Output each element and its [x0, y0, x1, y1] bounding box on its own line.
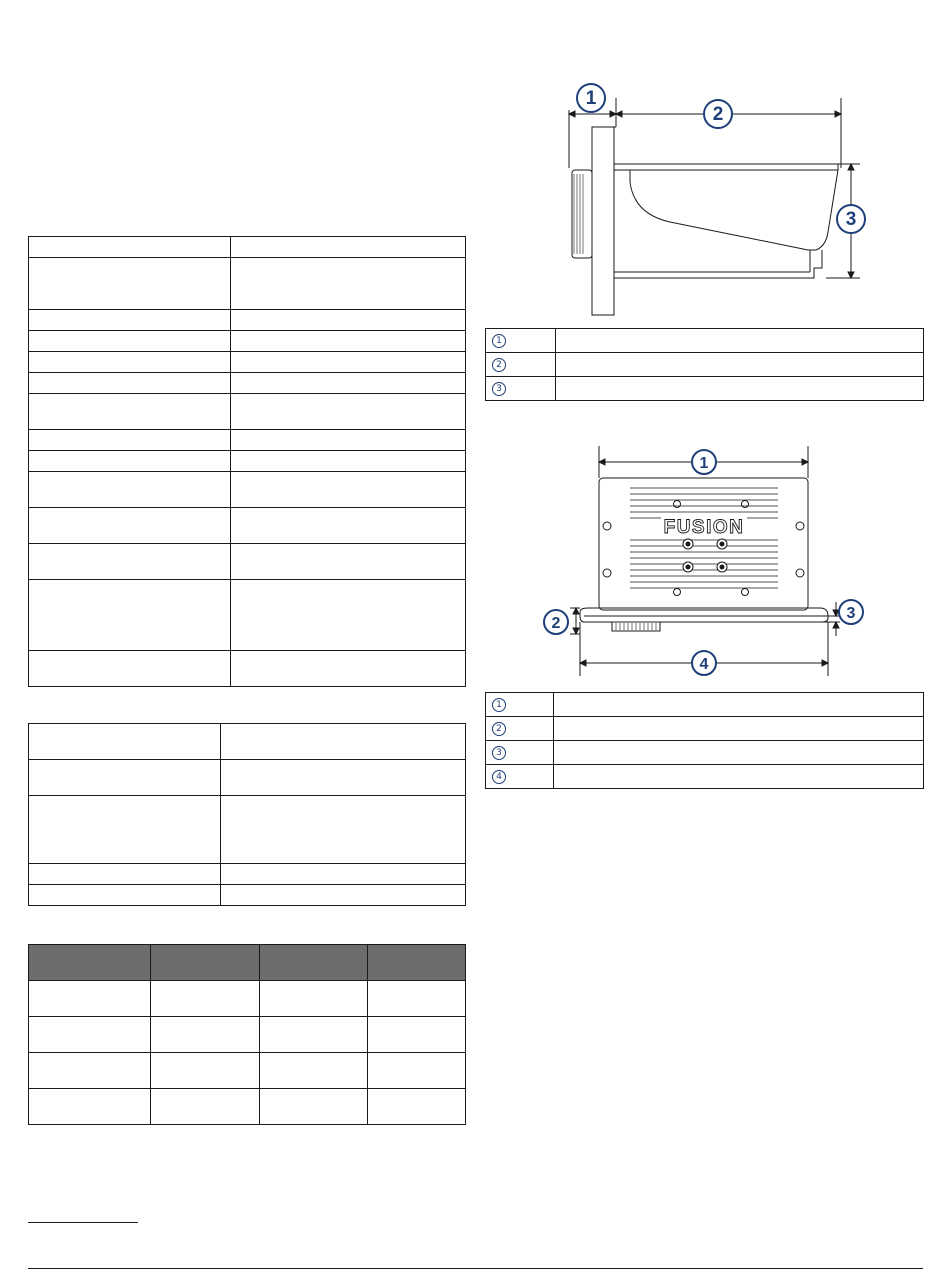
- callout-marker: 3: [492, 746, 506, 760]
- legend-value-cell: [554, 693, 924, 717]
- table-cell: [29, 258, 231, 310]
- table-row: [29, 1017, 466, 1053]
- table-row: [29, 760, 466, 796]
- table-cell: [231, 310, 466, 331]
- table-header-cell: [151, 945, 260, 981]
- table-cell: [29, 760, 221, 796]
- side-view-drawing: [560, 82, 870, 320]
- legend-marker-cell: [486, 353, 556, 377]
- page-footer-rule: [28, 1268, 923, 1269]
- side-view-legend: [485, 328, 924, 401]
- table-cell: [231, 331, 466, 352]
- table-cell: [231, 394, 466, 430]
- table-cell: [221, 864, 466, 885]
- table-row: [29, 864, 466, 885]
- legend-marker-cell: [486, 329, 556, 353]
- legend-marker-cell: [486, 377, 556, 401]
- table-row: [29, 1053, 466, 1089]
- table-cell: [29, 1089, 151, 1125]
- table-cell: [368, 981, 466, 1017]
- table-row: [29, 331, 466, 352]
- table-cell: [29, 1017, 151, 1053]
- table-cell: [29, 544, 231, 580]
- table-cell: [29, 394, 231, 430]
- callout-marker: 2: [492, 722, 506, 736]
- table-row: [29, 237, 466, 258]
- legend-marker-cell: [486, 741, 554, 765]
- legend-value-cell: [554, 717, 924, 741]
- table-cell: [29, 237, 231, 258]
- table-row: [29, 1089, 466, 1125]
- table-row: [29, 508, 466, 544]
- table-cell: [29, 331, 231, 352]
- table-row: [29, 258, 466, 310]
- table-cell: [231, 472, 466, 508]
- spec-table-general: [28, 236, 466, 687]
- callout-3-front: [839, 600, 863, 624]
- table-row: [29, 981, 466, 1017]
- legend-row: [486, 353, 924, 377]
- table-cell: [29, 373, 231, 394]
- front-view-drawing: [540, 440, 870, 680]
- callout-label: 1: [699, 455, 709, 472]
- callout-label: 2: [712, 104, 724, 125]
- table-cell: [260, 981, 368, 1017]
- callout-marker: 3: [492, 382, 506, 396]
- table-cell: [231, 508, 466, 544]
- table-header-cell: [368, 945, 466, 981]
- table-cell: [29, 430, 231, 451]
- table-row: [29, 885, 466, 906]
- table-row: [29, 352, 466, 373]
- table-cell: [221, 885, 466, 906]
- table-cell: [260, 1089, 368, 1125]
- table-cell: [231, 373, 466, 394]
- table-cell: [29, 864, 221, 885]
- table-cell: [231, 451, 466, 472]
- table-cell: [368, 1017, 466, 1053]
- callout-label: 1: [585, 88, 597, 109]
- table-header-cell: [260, 945, 368, 981]
- table-cell: [221, 796, 466, 864]
- table-cell: [29, 352, 231, 373]
- fusion-logo: FUSION: [663, 517, 745, 538]
- callout-1-front: [692, 450, 716, 474]
- table-cell: [29, 580, 231, 651]
- legend-row: [486, 693, 924, 717]
- callout-label: 3: [846, 605, 856, 622]
- callout-2-side: [704, 100, 732, 128]
- table-row: [29, 430, 466, 451]
- table-row: [29, 651, 466, 687]
- table-row: [29, 796, 466, 864]
- table-header-row: [29, 945, 466, 981]
- table-cell: [29, 885, 221, 906]
- legend-row: [486, 765, 924, 789]
- table-cell: [231, 237, 466, 258]
- legend-row: [486, 377, 924, 401]
- table-cell: [231, 580, 466, 651]
- callout-marker: 1: [492, 698, 506, 712]
- table-cell: [260, 1053, 368, 1089]
- table-cell: [29, 472, 231, 508]
- table-cell: [151, 1053, 260, 1089]
- spec-table-output: [28, 944, 466, 1125]
- legend-row: [486, 329, 924, 353]
- callout-1-side: [577, 84, 605, 112]
- table-cell: [368, 1053, 466, 1089]
- table-row: [29, 580, 466, 651]
- table-cell: [151, 981, 260, 1017]
- table-row: [29, 394, 466, 430]
- callout-marker: 1: [492, 334, 506, 348]
- table-cell: [29, 651, 231, 687]
- front-view-legend: [485, 692, 924, 789]
- spec-table-electrical: [28, 723, 466, 906]
- legend-value-cell: [554, 765, 924, 789]
- table-cell: [221, 760, 466, 796]
- legend-value-cell: [556, 329, 924, 353]
- legend-value-cell: [554, 741, 924, 765]
- callout-label: 2: [551, 615, 561, 632]
- legend-row: [486, 717, 924, 741]
- table-cell: [260, 1017, 368, 1053]
- table-cell: [231, 544, 466, 580]
- table-cell: [221, 724, 466, 760]
- callout-label: 3: [845, 209, 857, 230]
- legend-marker-cell: [486, 693, 554, 717]
- legend-marker-cell: [486, 717, 554, 741]
- callout-3-side: [837, 205, 865, 233]
- callout-2-front: [544, 610, 568, 634]
- legend-row: [486, 741, 924, 765]
- table-header-cell: [29, 945, 151, 981]
- table-cell: [29, 796, 221, 864]
- table-cell: [151, 1089, 260, 1125]
- legend-marker-cell: [486, 765, 554, 789]
- table-cell: [29, 724, 221, 760]
- callout-label: 4: [699, 656, 709, 673]
- table-cell: [151, 1017, 260, 1053]
- footnote-divider: [28, 1222, 138, 1223]
- table-row: [29, 373, 466, 394]
- table-cell: [368, 1089, 466, 1125]
- table-cell: [29, 451, 231, 472]
- table-cell: [231, 258, 466, 310]
- table-row: [29, 724, 466, 760]
- table-row: [29, 472, 466, 508]
- table-row: [29, 310, 466, 331]
- table-cell: [231, 430, 466, 451]
- legend-value-cell: [556, 377, 924, 401]
- table-cell: [29, 508, 231, 544]
- table-row: [29, 451, 466, 472]
- legend-value-cell: [556, 353, 924, 377]
- table-cell: [231, 651, 466, 687]
- table-cell: [29, 310, 231, 331]
- callout-4-front: [692, 651, 716, 675]
- table-cell: [29, 1053, 151, 1089]
- table-row: [29, 544, 466, 580]
- callout-marker: 4: [492, 770, 506, 784]
- callout-marker: 2: [492, 358, 506, 372]
- table-cell: [29, 981, 151, 1017]
- table-cell: [231, 352, 466, 373]
